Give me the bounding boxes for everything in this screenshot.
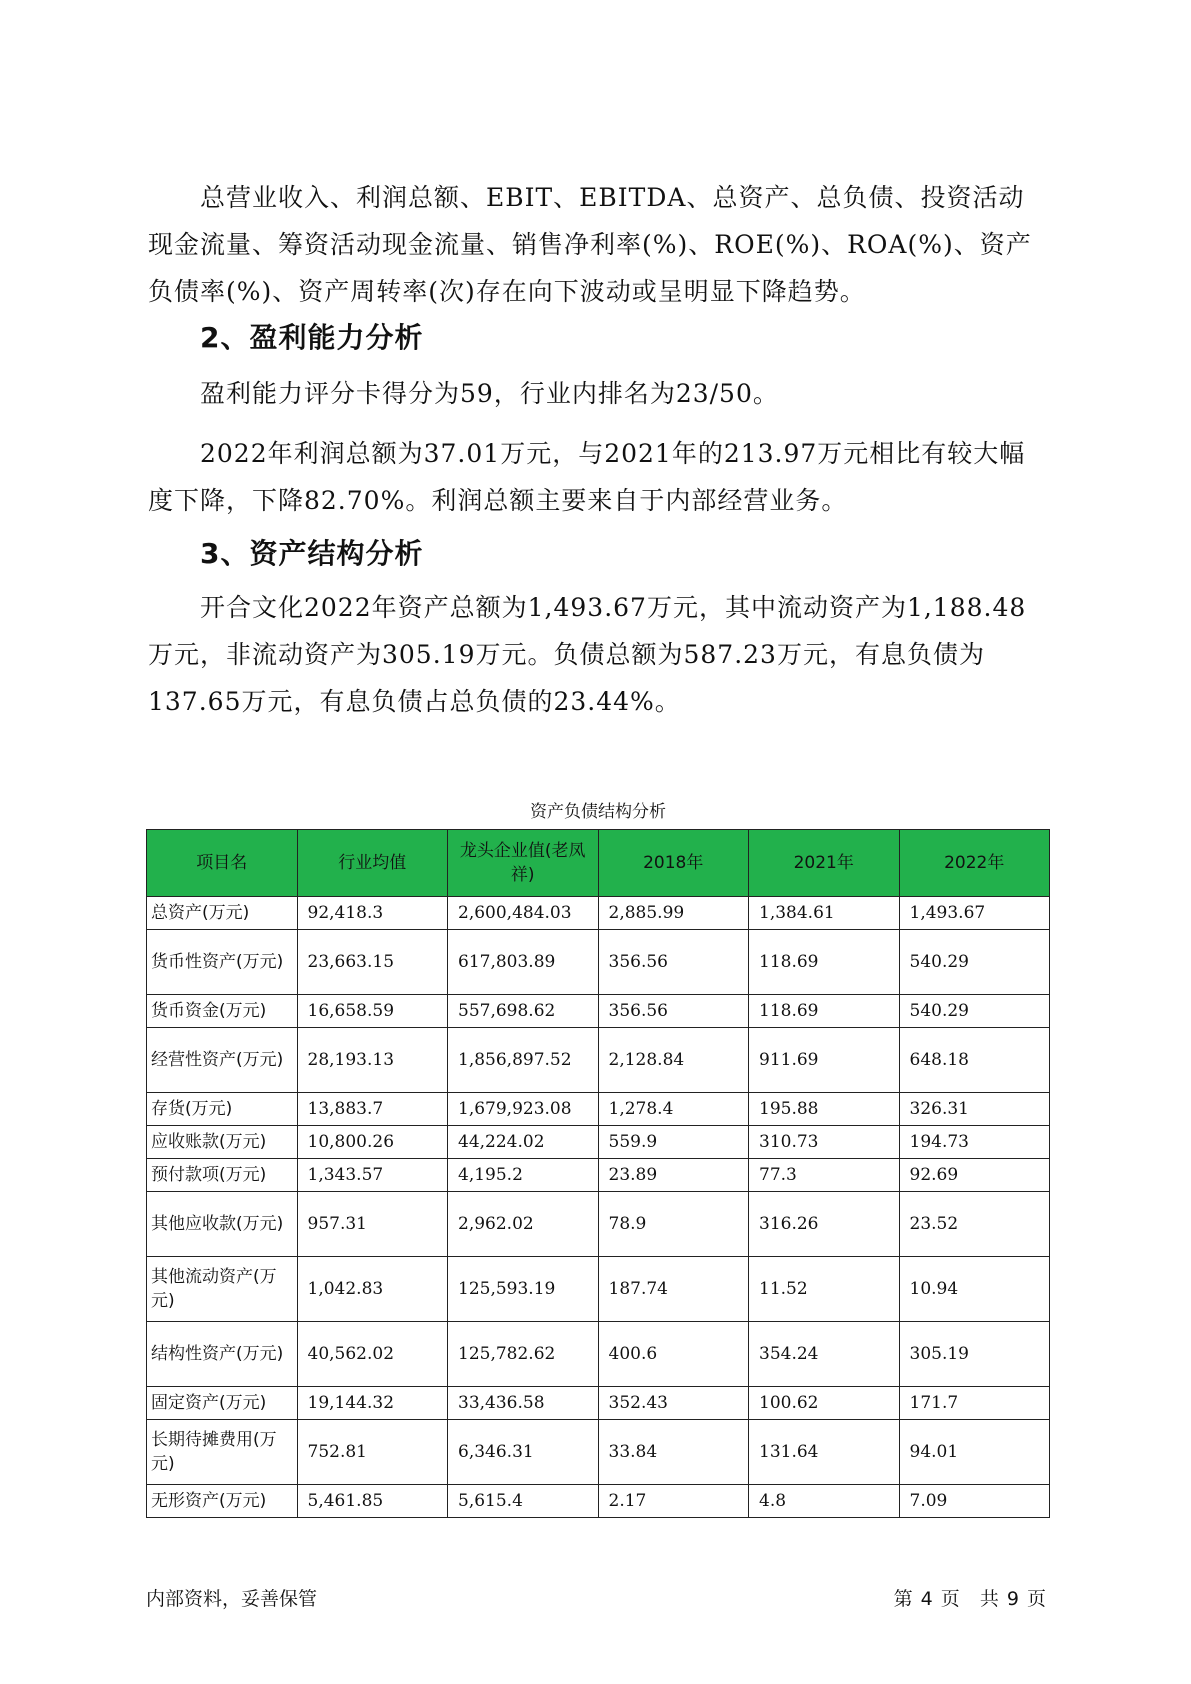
cell-value: 557,698.62 xyxy=(448,995,599,1028)
cell-value: 195.88 xyxy=(749,1093,900,1126)
cell-value: 540.29 xyxy=(899,995,1050,1028)
cell-value: 78.9 xyxy=(598,1192,749,1257)
row-label: 其他流动资产(万元) xyxy=(147,1257,298,1322)
cell-value: 559.9 xyxy=(598,1126,749,1159)
cell-value: 354.24 xyxy=(749,1322,900,1387)
paragraph-profit-score: 盈利能力评分卡得分为59，行业内排名为23/50。 xyxy=(200,379,779,408)
row-label: 货币性资产(万元) xyxy=(147,930,298,995)
cell-value: 911.69 xyxy=(749,1028,900,1093)
heading-profitability: 2、盈利能力分析 xyxy=(200,321,424,354)
cell-value: 125,593.19 xyxy=(448,1257,599,1322)
cell-value: 171.7 xyxy=(899,1387,1050,1420)
header-2021: 2021年 xyxy=(749,830,900,897)
table-row xyxy=(147,1485,1050,1518)
footer-page-number xyxy=(890,1584,1050,1611)
cell-value: 23.52 xyxy=(899,1192,1050,1257)
paragraph-trend-summary: 总营业收入、利润总额、EBIT、EBITDA、总资产、总负债、投资活动现金流量、筹资活动现金流量、销售净利率(%)、ROE(%)、ROA(%)、资产负债率(%)、资产周转率(次)存在向下波动或呈明显下降趋势。 xyxy=(148,183,1032,306)
table-header-row xyxy=(147,830,1050,897)
table-row xyxy=(147,1192,1050,1257)
cell-value: 352.43 xyxy=(598,1387,749,1420)
table-row xyxy=(147,1093,1050,1126)
row-label: 其他应收款(万元) xyxy=(147,1192,298,1257)
cell-value: 2.17 xyxy=(598,1485,749,1518)
cell-value: 4.8 xyxy=(749,1485,900,1518)
cell-value: 6,346.31 xyxy=(448,1420,599,1485)
cell-value: 92,418.3 xyxy=(297,897,448,930)
cell-value: 1,856,897.52 xyxy=(448,1028,599,1093)
cell-value: 1,384.61 xyxy=(749,897,900,930)
row-label: 货币资金(万元) xyxy=(147,995,298,1028)
table-row xyxy=(147,897,1050,930)
cell-value: 11.52 xyxy=(749,1257,900,1322)
cell-value: 310.73 xyxy=(749,1126,900,1159)
table-row xyxy=(147,1159,1050,1192)
cell-value: 77.3 xyxy=(749,1159,900,1192)
table-row xyxy=(147,1028,1050,1093)
table-row xyxy=(147,1387,1050,1420)
cell-value: 194.73 xyxy=(899,1126,1050,1159)
cell-value: 7.09 xyxy=(899,1485,1050,1518)
current-page: 4 xyxy=(920,1588,933,1610)
cell-value: 40,562.02 xyxy=(297,1322,448,1387)
cell-value: 118.69 xyxy=(749,995,900,1028)
total-prefix: 共 xyxy=(979,1588,999,1610)
row-label: 固定资产(万元) xyxy=(147,1387,298,1420)
cell-value: 23.89 xyxy=(598,1159,749,1192)
cell-value: 33.84 xyxy=(598,1420,749,1485)
cell-value: 2,885.99 xyxy=(598,897,749,930)
page-prefix: 第 xyxy=(893,1588,913,1610)
table-row xyxy=(147,1257,1050,1322)
row-label: 应收账款(万元) xyxy=(147,1126,298,1159)
header-2022: 2022年 xyxy=(899,830,1050,897)
cell-value: 648.18 xyxy=(899,1028,1050,1093)
cell-value: 33,436.58 xyxy=(448,1387,599,1420)
row-label: 预付款项(万元) xyxy=(147,1159,298,1192)
cell-value: 326.31 xyxy=(899,1093,1050,1126)
table-row xyxy=(147,1420,1050,1485)
cell-value: 2,128.84 xyxy=(598,1028,749,1093)
cell-value: 617,803.89 xyxy=(448,930,599,995)
cell-value: 2,600,484.03 xyxy=(448,897,599,930)
heading-asset-structure: 3、资产结构分析 xyxy=(200,537,424,570)
cell-value: 1,493.67 xyxy=(899,897,1050,930)
row-label: 结构性资产(万元) xyxy=(147,1322,298,1387)
table-row xyxy=(147,1322,1050,1387)
cell-value: 13,883.7 xyxy=(297,1093,448,1126)
cell-value: 305.19 xyxy=(899,1322,1050,1387)
cell-value: 540.29 xyxy=(899,930,1050,995)
cell-value: 1,278.4 xyxy=(598,1093,749,1126)
balance-sheet-table xyxy=(146,829,1050,1518)
cell-value: 100.62 xyxy=(749,1387,900,1420)
cell-value: 125,782.62 xyxy=(448,1322,599,1387)
footer-confidential-note: 内部资料，妥善保管 xyxy=(146,1588,318,1610)
cell-value: 2,962.02 xyxy=(448,1192,599,1257)
cell-value: 957.31 xyxy=(297,1192,448,1257)
cell-value: 4,195.2 xyxy=(448,1159,599,1192)
cell-value: 94.01 xyxy=(899,1420,1050,1485)
paragraph-profit-total: 2022年利润总额为37.01万元，与2021年的213.97万元相比有较大幅度下降，下降82.70%。利润总额主要来自于内部经营业务。 xyxy=(148,439,1026,515)
cell-value: 44,224.02 xyxy=(448,1126,599,1159)
row-label: 长期待摊费用(万元) xyxy=(147,1420,298,1485)
table-row xyxy=(147,995,1050,1028)
cell-value: 92.69 xyxy=(899,1159,1050,1192)
cell-value: 131.64 xyxy=(749,1420,900,1485)
cell-value: 10,800.26 xyxy=(297,1126,448,1159)
row-label: 经营性资产(万元) xyxy=(147,1028,298,1093)
paragraph-asset-structure: 开合文化2022年资产总额为1,493.67万元，其中流动资产为1,188.48万元，非流动资产为305.19万元。负债总额为587.23万元，有息负债为137.65万元，有息负债占总负债的23.44%。 xyxy=(148,593,1027,716)
cell-value: 1,679,923.08 xyxy=(448,1093,599,1126)
cell-value: 28,193.13 xyxy=(297,1028,448,1093)
row-label: 总资产(万元) xyxy=(147,897,298,930)
cell-value: 19,144.32 xyxy=(297,1387,448,1420)
page-suffix: 页 xyxy=(940,1588,960,1610)
cell-value: 356.56 xyxy=(598,930,749,995)
cell-value: 400.6 xyxy=(598,1322,749,1387)
table-caption: 资产负债结构分析 xyxy=(530,802,666,822)
header-item-name: 项目名 xyxy=(147,830,298,897)
cell-value: 752.81 xyxy=(297,1420,448,1485)
total-pages: 9 xyxy=(1006,1588,1019,1610)
cell-value: 1,042.83 xyxy=(297,1257,448,1322)
header-leader-value: 龙头企业值(老凤祥) xyxy=(448,830,599,897)
row-label: 存货(万元) xyxy=(147,1093,298,1126)
cell-value: 187.74 xyxy=(598,1257,749,1322)
cell-value: 118.69 xyxy=(749,930,900,995)
table-row xyxy=(147,930,1050,995)
cell-value: 316.26 xyxy=(749,1192,900,1257)
header-industry-avg: 行业均值 xyxy=(297,830,448,897)
header-2018: 2018年 xyxy=(598,830,749,897)
cell-value: 1,343.57 xyxy=(297,1159,448,1192)
cell-value: 5,461.85 xyxy=(297,1485,448,1518)
row-label: 无形资产(万元) xyxy=(147,1485,298,1518)
cell-value: 356.56 xyxy=(598,995,749,1028)
table-row xyxy=(147,1126,1050,1159)
cell-value: 10.94 xyxy=(899,1257,1050,1322)
cell-value: 23,663.15 xyxy=(297,930,448,995)
cell-value: 5,615.4 xyxy=(448,1485,599,1518)
cell-value: 16,658.59 xyxy=(297,995,448,1028)
total-suffix: 页 xyxy=(1026,1588,1046,1610)
